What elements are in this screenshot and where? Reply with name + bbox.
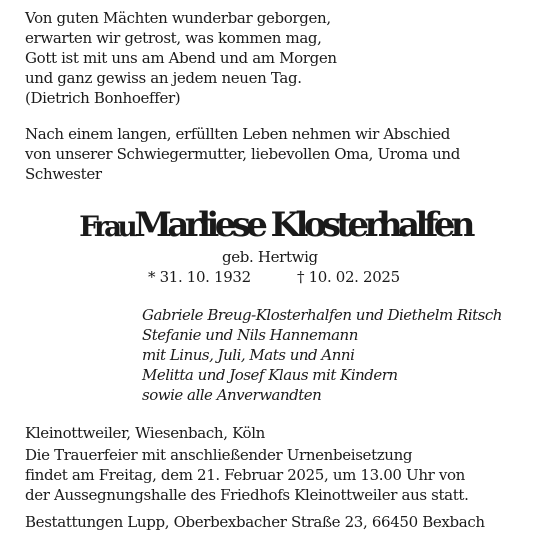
intro-line: Schwester	[25, 165, 102, 183]
poem-line: erwarten wir getrost, was kommen mag,	[25, 29, 322, 47]
funeral-home: Bestattungen Lupp, Oberbexbacher Straße 23, 66450 Bexbach	[25, 513, 485, 531]
maiden-name: geb. Hertwig	[222, 248, 318, 266]
mourner-line: Gabriele Breug-Klosterhalfen und Diethelm Ritsch	[142, 306, 502, 324]
poem-line: und ganz gewiss an jedem neuen Tag.	[25, 69, 302, 87]
intro-line: von unserer Schwiegermutter, liebevollen Oma, Uroma und	[25, 145, 460, 163]
places: Kleinottweiler, Wiesenbach, Köln	[25, 424, 265, 442]
birth-date: * 31. 10. 1932	[148, 268, 251, 286]
mourner-line: Melitta und Josef Klaus mit Kindern	[142, 366, 398, 384]
name-prefix: Frau	[79, 210, 134, 243]
deceased-name	[0, 205, 550, 245]
mourner-line: sowie alle Anverwandten	[142, 386, 322, 404]
poem-line: Gott ist mit uns am Abend und am Morgen	[25, 49, 337, 67]
intro-line: Nach einem langen, erfüllten Leben nehmen wir Abschied	[25, 125, 450, 143]
poem-author: (Dietrich Bonhoeffer)	[25, 89, 181, 107]
name-main: Marliese Klosterhalfen	[134, 205, 471, 245]
ceremony-line: der Aussegnungshalle des Friedhofs Kleinottweiler aus statt.	[25, 486, 469, 504]
ceremony-line: Die Trauerfeier mit anschließender Urnenbeisetzung	[25, 446, 413, 464]
mourner-line: mit Linus, Juli, Mats und Anni	[142, 346, 355, 364]
ceremony-line: findet am Freitag, dem 21. Februar 2025, um 13.00 Uhr von	[25, 466, 465, 484]
poem-line: Von guten Mächten wunderbar geborgen,	[25, 9, 331, 27]
death-date: † 10. 02. 2025	[297, 268, 400, 286]
mourner-line: Stefanie und Nils Hannemann	[142, 326, 358, 344]
